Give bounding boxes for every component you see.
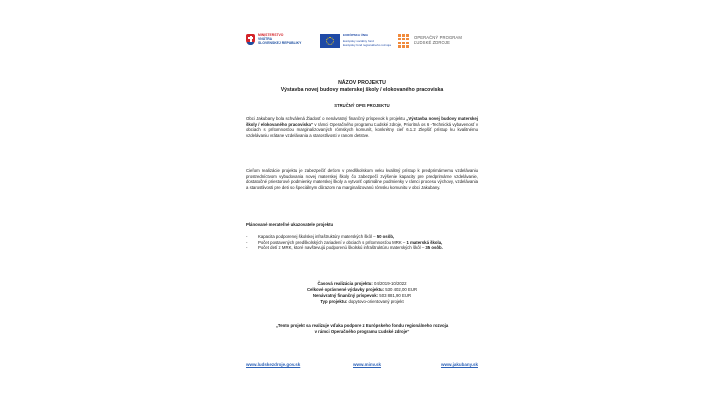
link-minv[interactable]: www.minv.sk — [353, 362, 382, 367]
op-dots-grid-icon — [398, 34, 410, 48]
fact-grant: Nenávratný finančný príspevok: 503 881,90 EUR — [312, 293, 412, 298]
ministry-logo-line: MINISTERSTVO — [258, 33, 284, 37]
header-logos — [244, 33, 480, 51]
fact-project-type: Typ projektu: dopytovo-orientovaný projekt — [320, 299, 404, 304]
eu-flag-icon — [320, 34, 340, 48]
document-page — [244, 0, 480, 420]
indicators-heading: Plánované merateľné ukazovatele projektu — [246, 222, 334, 227]
eu-logo — [320, 33, 390, 51]
indicator-item: - Počet detí z MRK, ktoré navštevujú podporenú školskú infraštruktúru materských škôl – 35 osôb. — [246, 245, 443, 251]
eu-logo-line: EURÓPSKA ÚNIA — [343, 33, 369, 37]
op-logo-line: OPERAČNÝ PROGRAM — [414, 35, 462, 40]
link-ludskezdroje[interactable]: www.ludskezdroje.gov.sk — [246, 362, 301, 367]
description-heading: STRUČNÝ OPIS PROJEKTU — [334, 103, 390, 108]
project-name-inline: „Výstavba novej budovy materskej školy / elokovaného pracoviska“ — [246, 116, 478, 127]
project-facts — [244, 281, 480, 305]
project-title-block — [244, 80, 480, 94]
description-paragraph-2: Cieľom realizácie projektu je zabezpečiť deťom v predškolskom veku kvalitný prístup k predprimárnemu vzdelávaniu prostredníctvom vybudovania novej materskej školy čo zabezpečí zvýšenie kapacity pre predprimárne vzdelávanie, dostatočné priestorové podmienky materskej školy a vytvoriť optimálne podmienky v rámci procesu výchovy, vzdelávania a starostlivosti pre deti so špeciálnym dôrazom na marginalizovanú rómsku komunitu v obci Jakubany. — [246, 168, 478, 190]
fact-duration: Časová realizácia projektu: 04/2019-10/2022 — [317, 281, 407, 286]
link-jakubany[interactable]: www.jakubany.sk — [440, 362, 478, 367]
project-title: Výstavba novej budovy materskej školy / elokovaného pracoviska — [280, 87, 444, 93]
ministry-logo-line: SLOVENSKEJ REPUBLIKY — [258, 41, 302, 45]
eu-logo-line: Európsky sociálny fond — [343, 38, 374, 43]
op-logo — [398, 33, 480, 51]
slovak-coat-of-arms-icon — [246, 34, 255, 45]
ministry-logo — [246, 33, 306, 51]
fact-eligible-expenses: Celkové oprávnené výdavky projektu: 530 402,00 EUR — [306, 287, 418, 292]
ministry-logo-line: VNÚTRA — [258, 37, 273, 41]
indicator-item: - Kapacita podporenej školskej infraštruktúry materských škôl – 50 osôb, — [246, 234, 395, 239]
indicators-list — [246, 234, 478, 251]
project-title-label: NÁZOV PROJEKTU — [338, 80, 386, 86]
funding-statement: „Tento projekt sa realizuje vďaka podpore z Európskeho fondu regionálneho rozvoja v rámci Operačného programu Ľudské zdroje“ — [275, 323, 449, 334]
op-logo-line: ĽUDSKÉ ZDROJE — [414, 40, 450, 45]
footer-links — [246, 362, 478, 370]
eu-logo-line: Európsky fond regionálneho rozvoja — [343, 42, 391, 47]
indicator-item: - Počet postavených predškolských zariadení v obciach s prítomnosťou MRK – 1 materská škola, — [246, 239, 443, 245]
description-paragraph-1: Obci Jakubany bola schválená Žiadosť o nenávratný finančný príspevok k projektu „Výstavba novej budovy materskej školy / elokovaného pracoviska“ v rámci Operačného programu Ľudské zdroje, Prioritná os 6 -Technická vybavenosť v obciach s prítomnosťou marginalizovaných rómskych komunít, konkrétny cieľ 6.1.2 Zlepšiť prístup ku kvalitnému vzdelávaniu vrátane vzdelávania a starostlivosti v ranom detstve. — [246, 116, 478, 138]
